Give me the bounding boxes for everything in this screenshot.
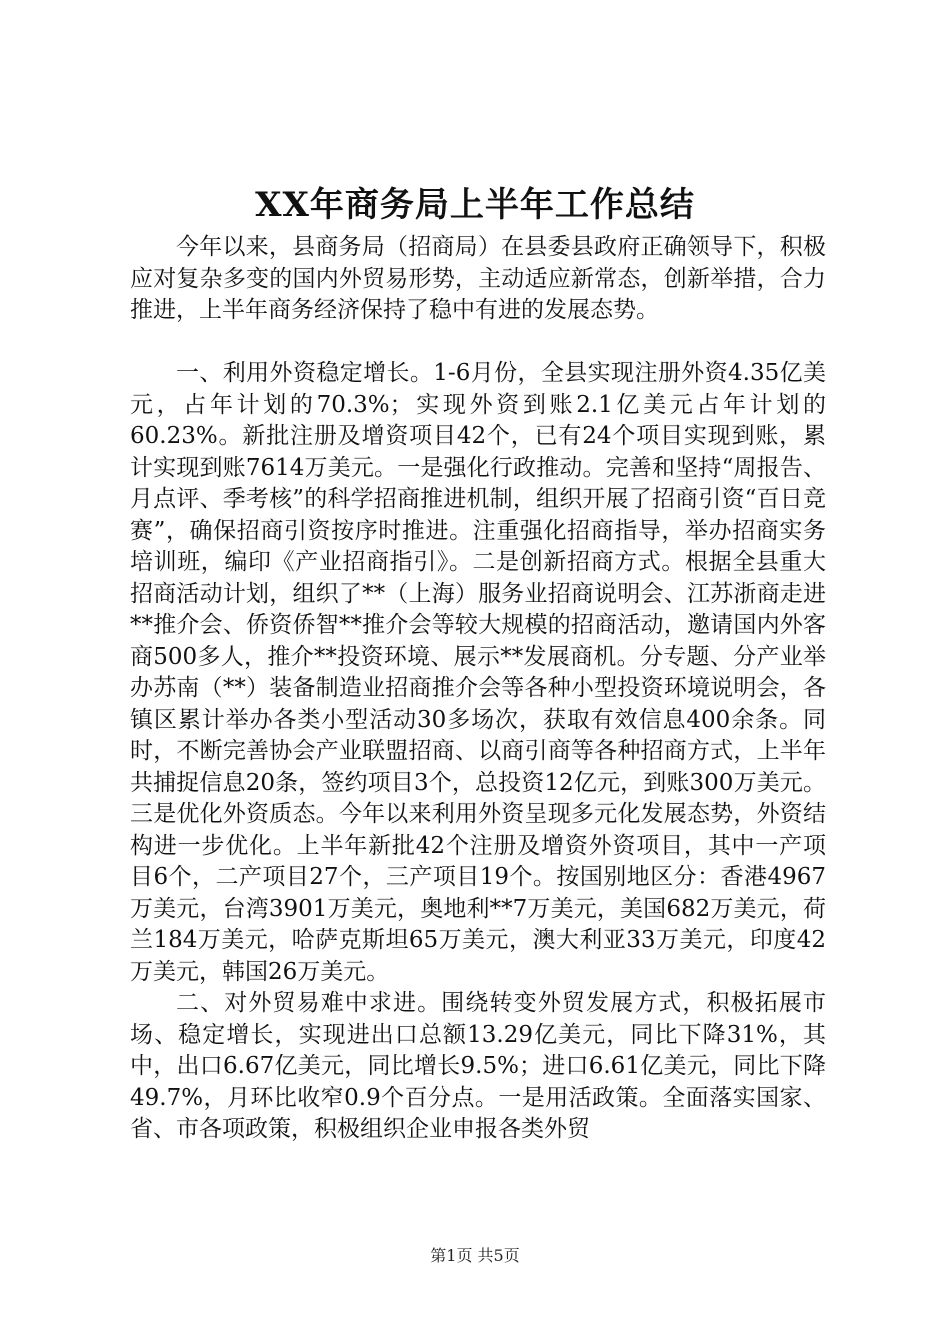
section-2-paragraph: 二、对外贸易难中求进。围绕转变外贸发展方式，积极拓展市场、稳定增长，实现进出口总额13.29亿美元，同比下降31%，其中，出口6.67亿美元，同比增长9.5%；进口6.61亿美元，同比下降49.7%，月环比收窄0.9个百分点。一是用活政策。全面落实国家、省、市各项政策，积极组织企业申报各类外贸 <box>130 990 826 1142</box>
intro-block <box>130 232 826 327</box>
document-title: XX年商务局上半年工作总结 <box>255 185 695 225</box>
section-1-paragraph: 一、利用外资稳定增长。1-6月份，全县实现注册外资4.35亿美元，占年计划的70.3%；实现外资到账2.1亿美元占年计划的60.23%。新批注册及增资项目42个，已有24个项目实现到账，累计实现到账7614万美元。一是强化行政推动。完善和坚持“周报告、月点评、季考核”的科学招商推进机制，组织开展了招商引资“百日竞赛”，确保招商引资按序时推进。注重强化招商指导，举办招商实务培训班，编印《产业招商指引》。二是创新招商方式。根据全县重大招商活动计划，组织了**（上海）服务业招商说明会、江苏浙商走进**推介会、侨资侨智**推介会等较大规模的招商活动，邀请国内外客商500多人，推介**投资环境、展示**发展商机。分专题、分产业举办苏南（**）装备制造业招商推介会等各种小型投资环境说明会，各镇区累计举办各类小型活动30多场次，获取有效信息400余条。同时，不断完善协会产业联盟招商、以商引商等各种招商方式，上半年共捕捉信息20条，签约项目3个，总投资12亿元，到账300万美元。三是优化外资质态。今年以来利用外资呈现多元化发展态势，外资结构进一步优化。上半年新批42个注册及增资外资项目，其中一产项目6个，二产项目27个，三产项目19个。按国别地区分：香港4967万美元，台湾3901万美元，奥地利**7万美元，美国682万美元，荷兰184万美元，哈萨克斯坦65万美元，澳大利亚33万美元，印度42万美元，韩国26万美元。 <box>130 360 826 985</box>
page-footer: 第1页 共5页 <box>430 1246 520 1265</box>
sections-block <box>130 358 826 1146</box>
intro-paragraph: 今年以来，县商务局（招商局）在县委县政府正确领导下，积极应对复杂多变的国内外贸易形势，主动适应新常态，创新举措，合力推进，上半年商务经济保持了稳中有进的发展态势。 <box>130 234 826 323</box>
